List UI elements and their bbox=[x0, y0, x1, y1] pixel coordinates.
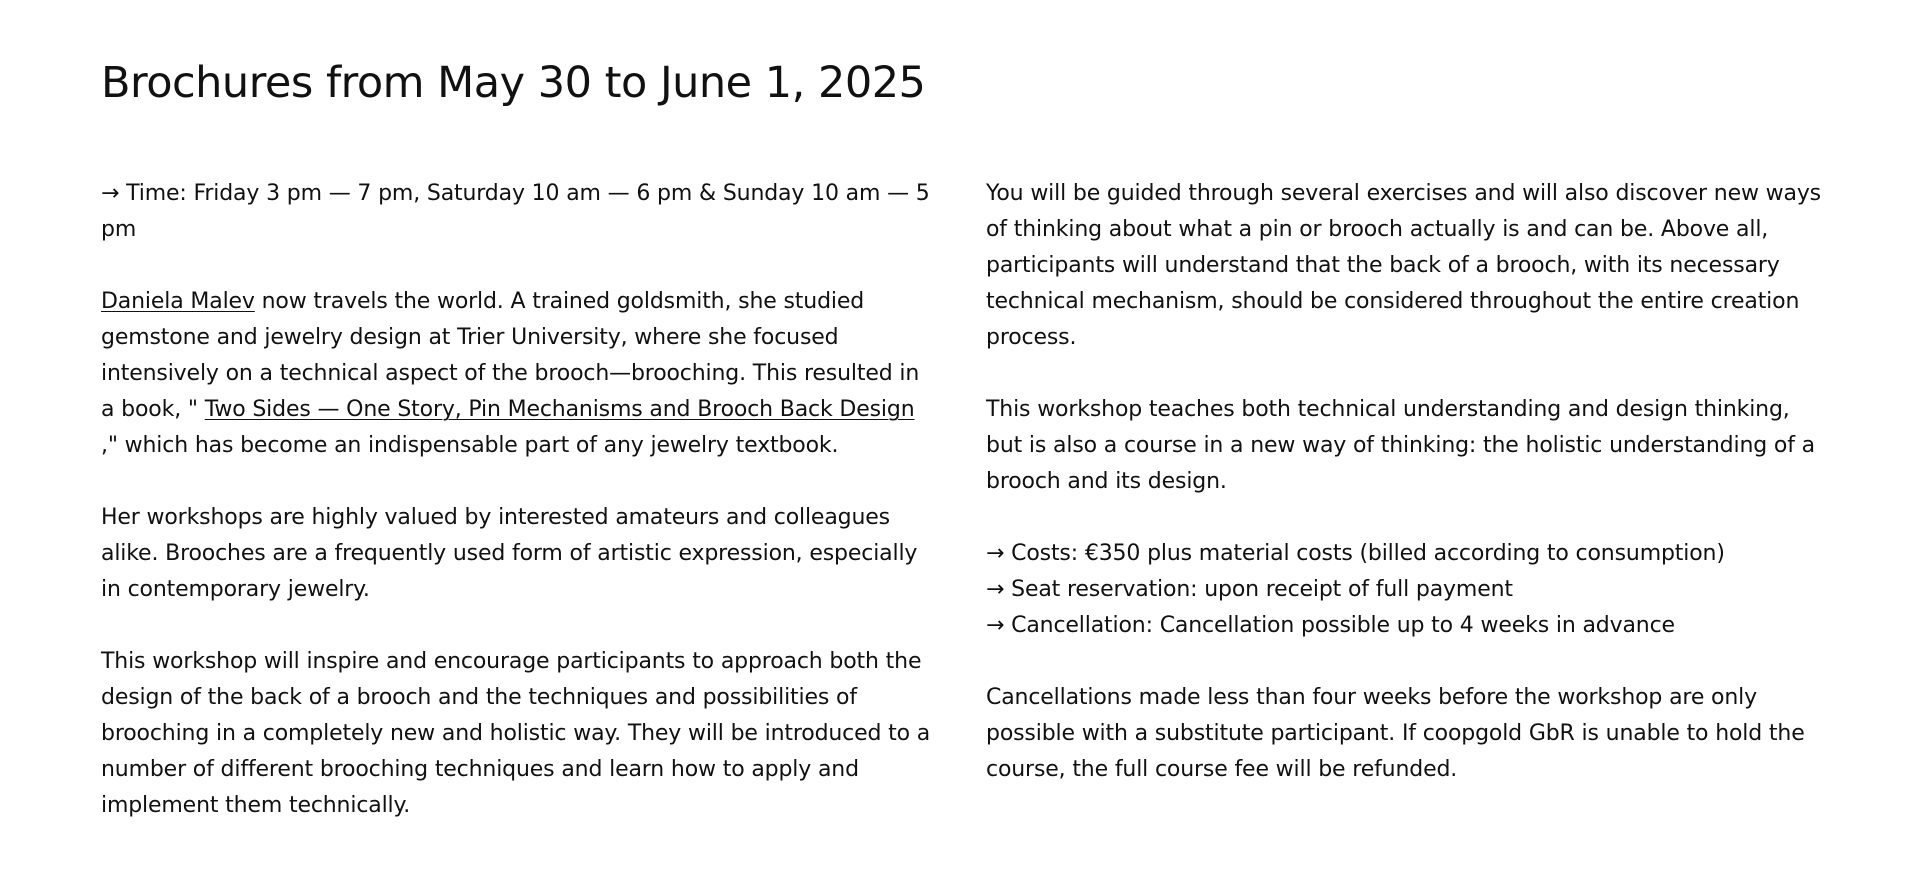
author-link[interactable]: Daniela Malev bbox=[101, 289, 255, 314]
bio-paragraph bbox=[101, 284, 936, 464]
cancellation-info: → Cancellation: Cancellation possible up to 4 weeks in advance bbox=[986, 613, 1675, 638]
cancellation-note: Cancellations made less than four weeks before the workshop are only possible with a substitute participant. If coopgold GbR is unable to hold the course, the full course fee will be refunded. bbox=[986, 685, 1805, 782]
seat-info: → Seat reservation: upon receipt of full payment bbox=[986, 577, 1513, 602]
guided-paragraph: You will be guided through several exercises and will also discover new ways of thinking about what a pin or brooch actually is and can be. Above all, participants will understand that the back of a brooch, with its necessary technical mechanism, should be considered throughout the entire creation process. bbox=[986, 181, 1821, 350]
teaches-paragraph: This workshop teaches both technical understanding and design thinking, but is also a course in a new way of thinking: the holistic understanding of a brooch and its design. bbox=[986, 397, 1815, 494]
workshops-paragraph: Her workshops are highly valued by interested amateurs and colleagues alike. Brooches are a frequently used form of artistic expression, especially in contemporary jewelry. bbox=[101, 505, 918, 602]
book-link[interactable]: Two Sides — One Story, Pin Mechanisms and Brooch Back Design bbox=[204, 397, 915, 422]
inspire-paragraph: This workshop will inspire and encourage participants to approach both the design of the back of a brooch and the techniques and possibilities of brooching in a completely new and holistic way. They will be introduced to a number of different brooching techniques and learn how to apply and implement them technically. bbox=[101, 649, 931, 818]
bio-text-2: ," which has become an indispensable part of any jewelry textbook. bbox=[101, 433, 839, 458]
costs-info: → Costs: €350 plus material costs (billed according to consumption) bbox=[986, 541, 1725, 566]
right-column bbox=[986, 176, 1821, 824]
bio-text-1: now travels the world. A trained goldsmith, she studied gemstone and jewelry design at Trier University, where she focused intensively on a technical aspect of the brooch—brooching. This resulted in a book, " bbox=[101, 289, 920, 422]
content-columns bbox=[101, 176, 1821, 824]
time-info: → Time: Friday 3 pm — 7 pm, Saturday 10 am — 6 pm & Sunday 10 am — 5 pm bbox=[101, 181, 930, 242]
page-title: Brochures from May 30 to June 1, 2025 bbox=[101, 58, 926, 108]
left-column bbox=[101, 176, 936, 824]
terms-list bbox=[986, 536, 1821, 644]
